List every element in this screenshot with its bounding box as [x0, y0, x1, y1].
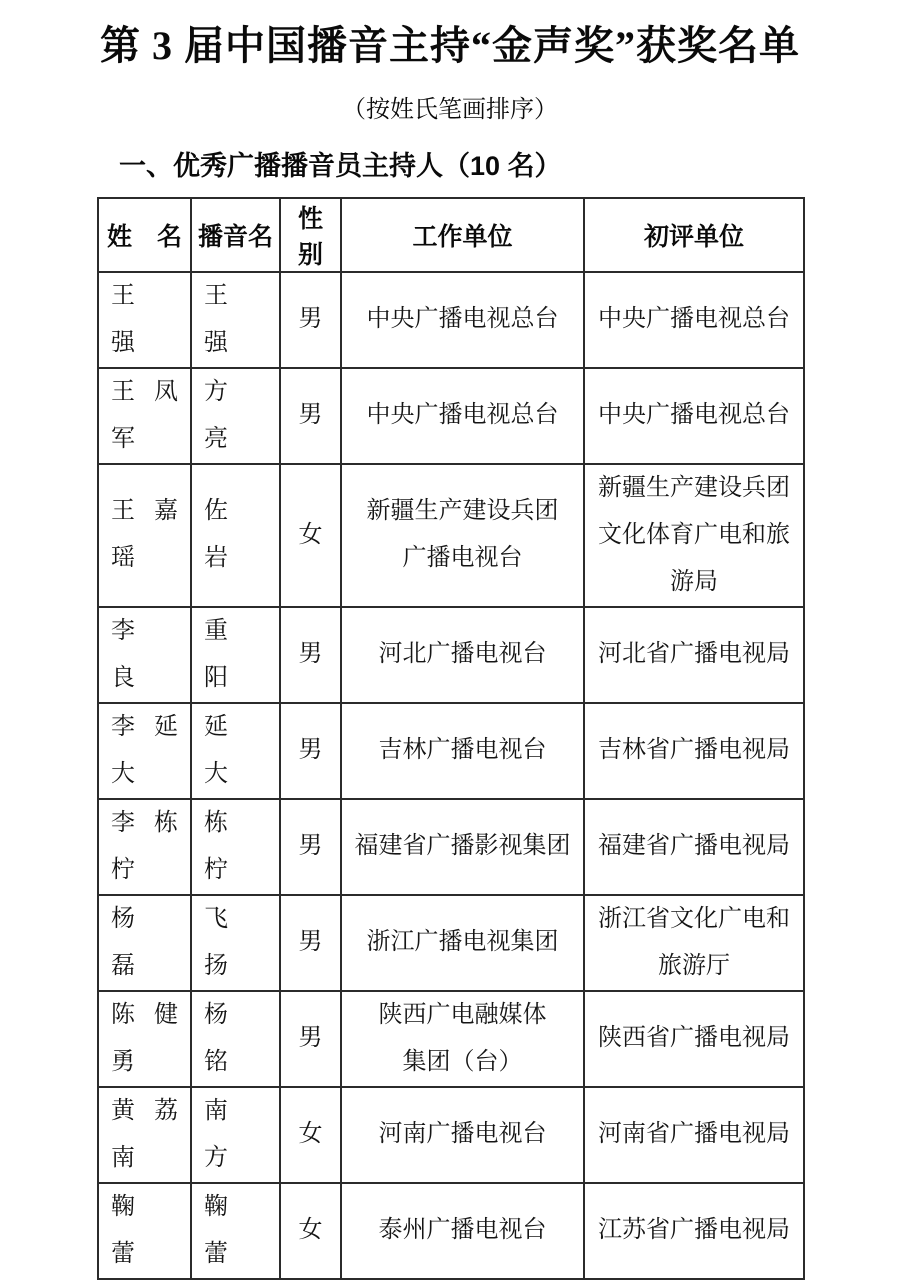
table-row [98, 272, 804, 368]
work-unit-cell: 中央广播电视总台 [341, 368, 584, 464]
name-cell: 王嘉瑶 [98, 464, 191, 607]
name-cell: 黄荔南 [98, 1087, 191, 1183]
gender-cell: 男 [280, 607, 341, 703]
evaluation-unit-cell: 福建省广播电视局 [584, 799, 804, 895]
broadcast-name-cell: 王 强 [191, 272, 280, 368]
column-header-name: 姓 名 [98, 198, 191, 272]
broadcast-name-cell: 栋 柠 [191, 799, 280, 895]
table-row [98, 607, 804, 703]
column-header-evaluation-unit: 初评单位 [584, 198, 804, 272]
broadcast-name-cell: 南 方 [191, 1087, 280, 1183]
table-row [98, 895, 804, 991]
evaluation-unit-cell: 吉林省广播电视局 [584, 703, 804, 799]
evaluation-unit-cell: 中央广播电视总台 [584, 272, 804, 368]
page-title: 第 3 届中国播音主持“金声奖”获奖名单 [100, 23, 800, 68]
table-row [98, 464, 804, 607]
broadcast-name-cell: 佐 岩 [191, 464, 280, 607]
evaluation-unit-cell: 河北省广播电视局 [584, 607, 804, 703]
gender-cell: 男 [280, 991, 341, 1087]
gender-cell: 男 [280, 799, 341, 895]
gender-cell: 女 [280, 1183, 341, 1279]
evaluation-unit-cell: 中央广播电视总台 [584, 368, 804, 464]
work-unit-cell: 泰州广播电视台 [341, 1183, 584, 1279]
name-cell: 李 良 [98, 607, 191, 703]
table-row [98, 1087, 804, 1183]
gender-cell: 男 [280, 368, 341, 464]
work-unit-cell: 中央广播电视总台 [341, 272, 584, 368]
gender-cell: 女 [280, 464, 341, 607]
column-header-work-unit: 工作单位 [341, 198, 584, 272]
name-cell: 李栋柠 [98, 799, 191, 895]
table-header [98, 198, 804, 272]
section-heading: 一、优秀广播播音员主持人（10 名） [119, 150, 562, 181]
evaluation-unit-cell: 江苏省广播电视局 [584, 1183, 804, 1279]
table-row [98, 1183, 804, 1279]
sort-order-note: （按姓氏笔画排序） [342, 97, 558, 123]
evaluation-unit-cell: 浙江省文化广电和 旅游厅 [584, 895, 804, 991]
name-cell: 鞠 蕾 [98, 1183, 191, 1279]
table-row [98, 368, 804, 464]
table-body [98, 272, 804, 1279]
broadcast-name-cell: 杨 铭 [191, 991, 280, 1087]
evaluation-unit-cell: 新疆生产建设兵团 文化体育广电和旅 游局 [584, 464, 804, 607]
broadcast-name-cell: 方 亮 [191, 368, 280, 464]
table-row [98, 799, 804, 895]
broadcast-name-cell: 鞠 蕾 [191, 1183, 280, 1279]
table-row [98, 703, 804, 799]
name-cell: 李延大 [98, 703, 191, 799]
table-row [98, 991, 804, 1087]
broadcast-name-cell: 延 大 [191, 703, 280, 799]
gender-cell: 男 [280, 703, 341, 799]
work-unit-cell: 陕西广电融媒体 集团（台） [341, 991, 584, 1087]
work-unit-cell: 福建省广播影视集团 [341, 799, 584, 895]
evaluation-unit-cell: 陕西省广播电视局 [584, 991, 804, 1087]
evaluation-unit-cell: 河南省广播电视局 [584, 1087, 804, 1183]
award-winners-table [97, 197, 805, 1280]
name-cell: 王 强 [98, 272, 191, 368]
name-cell: 杨 磊 [98, 895, 191, 991]
gender-cell: 女 [280, 1087, 341, 1183]
work-unit-cell: 河北广播电视台 [341, 607, 584, 703]
work-unit-cell: 新疆生产建设兵团 广播电视台 [341, 464, 584, 607]
column-header-broadcast-name: 播音名 [191, 198, 280, 272]
name-cell: 王凤军 [98, 368, 191, 464]
work-unit-cell: 浙江广播电视集团 [341, 895, 584, 991]
gender-cell: 男 [280, 272, 341, 368]
broadcast-name-cell: 飞 扬 [191, 895, 280, 991]
work-unit-cell: 吉林广播电视台 [341, 703, 584, 799]
document-content [97, 22, 803, 1280]
name-cell: 陈健勇 [98, 991, 191, 1087]
broadcast-name-cell: 重 阳 [191, 607, 280, 703]
gender-cell: 男 [280, 895, 341, 991]
work-unit-cell: 河南广播电视台 [341, 1087, 584, 1183]
column-header-gender: 性别 [280, 198, 341, 272]
table-header-row [98, 198, 804, 272]
